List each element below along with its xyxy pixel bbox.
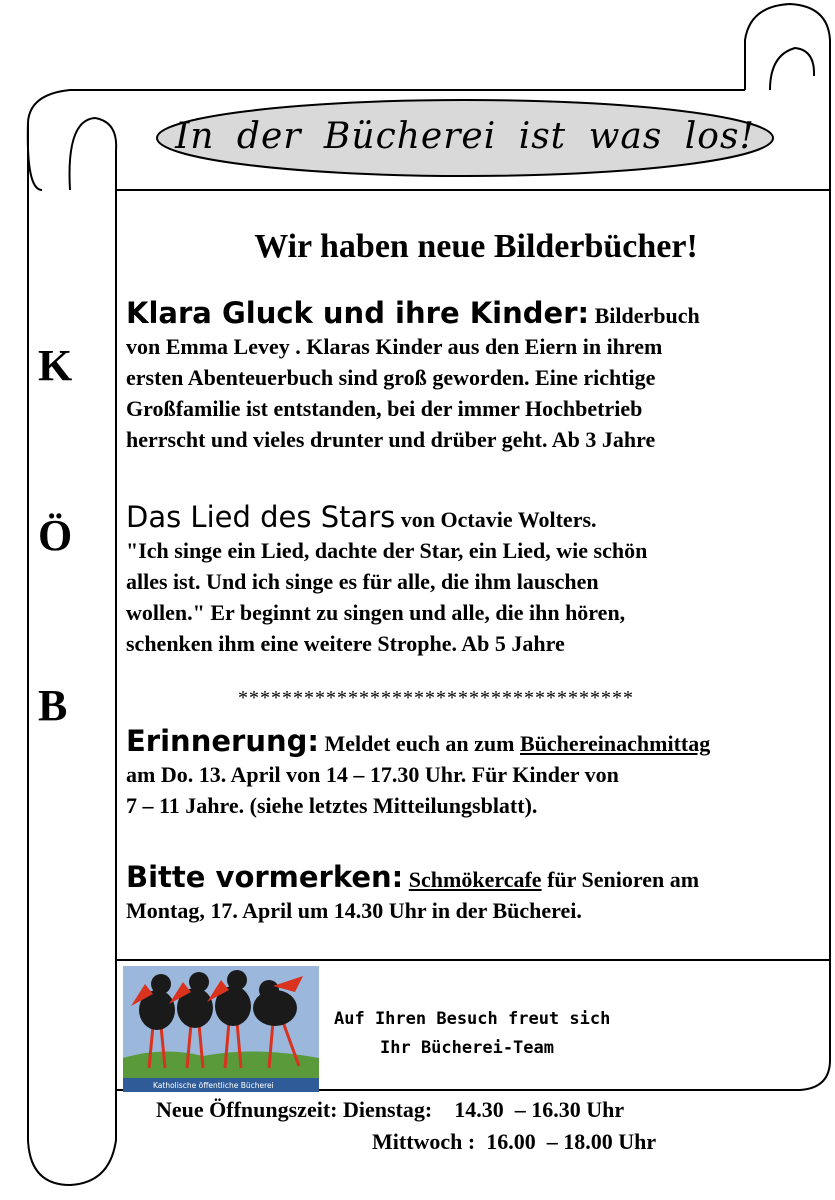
greeting (334, 1005, 610, 1063)
book1-line: ersten Abenteuerbuch sind groß geworden. Eine richtige (126, 365, 656, 390)
greeting-line-2: Ihr Bücherei-Team (380, 1038, 554, 1058)
hours-day-2: Mittwoch : (372, 1129, 476, 1154)
hours-day-1: Dienstag: (342, 1097, 433, 1122)
koeb-logo (123, 966, 319, 1092)
opening-hours (156, 1094, 656, 1158)
reminder-pre: Meldet euch an zum (324, 731, 515, 756)
hours-label: Neue Öffnungszeit: (156, 1097, 338, 1122)
note (126, 862, 826, 926)
hours-time-2: 16.00 – 18.00 Uhr (486, 1129, 657, 1154)
side-letter-b: B (38, 681, 68, 730)
book-lied-des-stars (126, 502, 826, 659)
book2-line: "Ich singe ein Lied, dachte der Star, ein Lied, wie schön (126, 538, 648, 563)
reminder-line: 7 – 11 Jahre. (siehe letztes Mitteilungsblatt). (126, 793, 538, 818)
reminder-event: Büchereinachmittag (520, 731, 711, 756)
book2-line: alles ist. Und ich singe es für alle, die ihm lauschen (126, 569, 599, 594)
headline: Wir haben neue Bilderbücher! (254, 228, 698, 265)
book1-line: Großfamilie ist entstanden, bei der immer Hochbetrieb (126, 396, 643, 421)
book2-title: Das Lied des Stars (126, 500, 396, 534)
note-post: für Senioren am (547, 867, 700, 892)
reminder-label: Erinnerung: (126, 724, 319, 758)
greeting-line-1: Auf Ihren Besuch freut sich (334, 1009, 611, 1029)
book-klara (126, 298, 826, 455)
book1-title: Klara Gluck und ihre Kinder: (126, 296, 590, 330)
book2-line: schenken ihm eine weitere Strophe. Ab 5 Jahre (126, 631, 565, 656)
side-letter-k: K (38, 341, 73, 390)
book1-line: herrscht und vieles drunter und drüber geht. Ab 3 Jahre (126, 427, 656, 452)
note-line: Montag, 17. April um 14.30 Uhr in der Bücherei. (126, 898, 582, 923)
reminder (126, 726, 826, 821)
logo-caption: Katholische öffentliche Bücherei (153, 1081, 274, 1090)
book2-line: wollen." Er beginnt zu singen und alle, die ihn hören, (126, 600, 626, 625)
banner-title: In der Bücherei ist was los! (175, 115, 755, 157)
reminder-line: am Do. 13. April von 14 – 17.30 Uhr. Für Kinder von (126, 762, 619, 787)
hours-time-1: 14.30 – 16.30 Uhr (454, 1097, 625, 1122)
book2-line: von Octavie Wolters. (400, 507, 597, 532)
side-letter-o: Ö (38, 511, 73, 560)
banner (156, 100, 774, 176)
book1-line: Bilderbuch (594, 303, 700, 328)
note-label: Bitte vormerken: (126, 860, 404, 894)
note-event: Schmökercafe (408, 867, 542, 892)
book1-line: von Emma Levey . Klaras Kinder aus den Eiern in ihrem (126, 334, 663, 359)
separator: ************************************ (238, 687, 634, 709)
